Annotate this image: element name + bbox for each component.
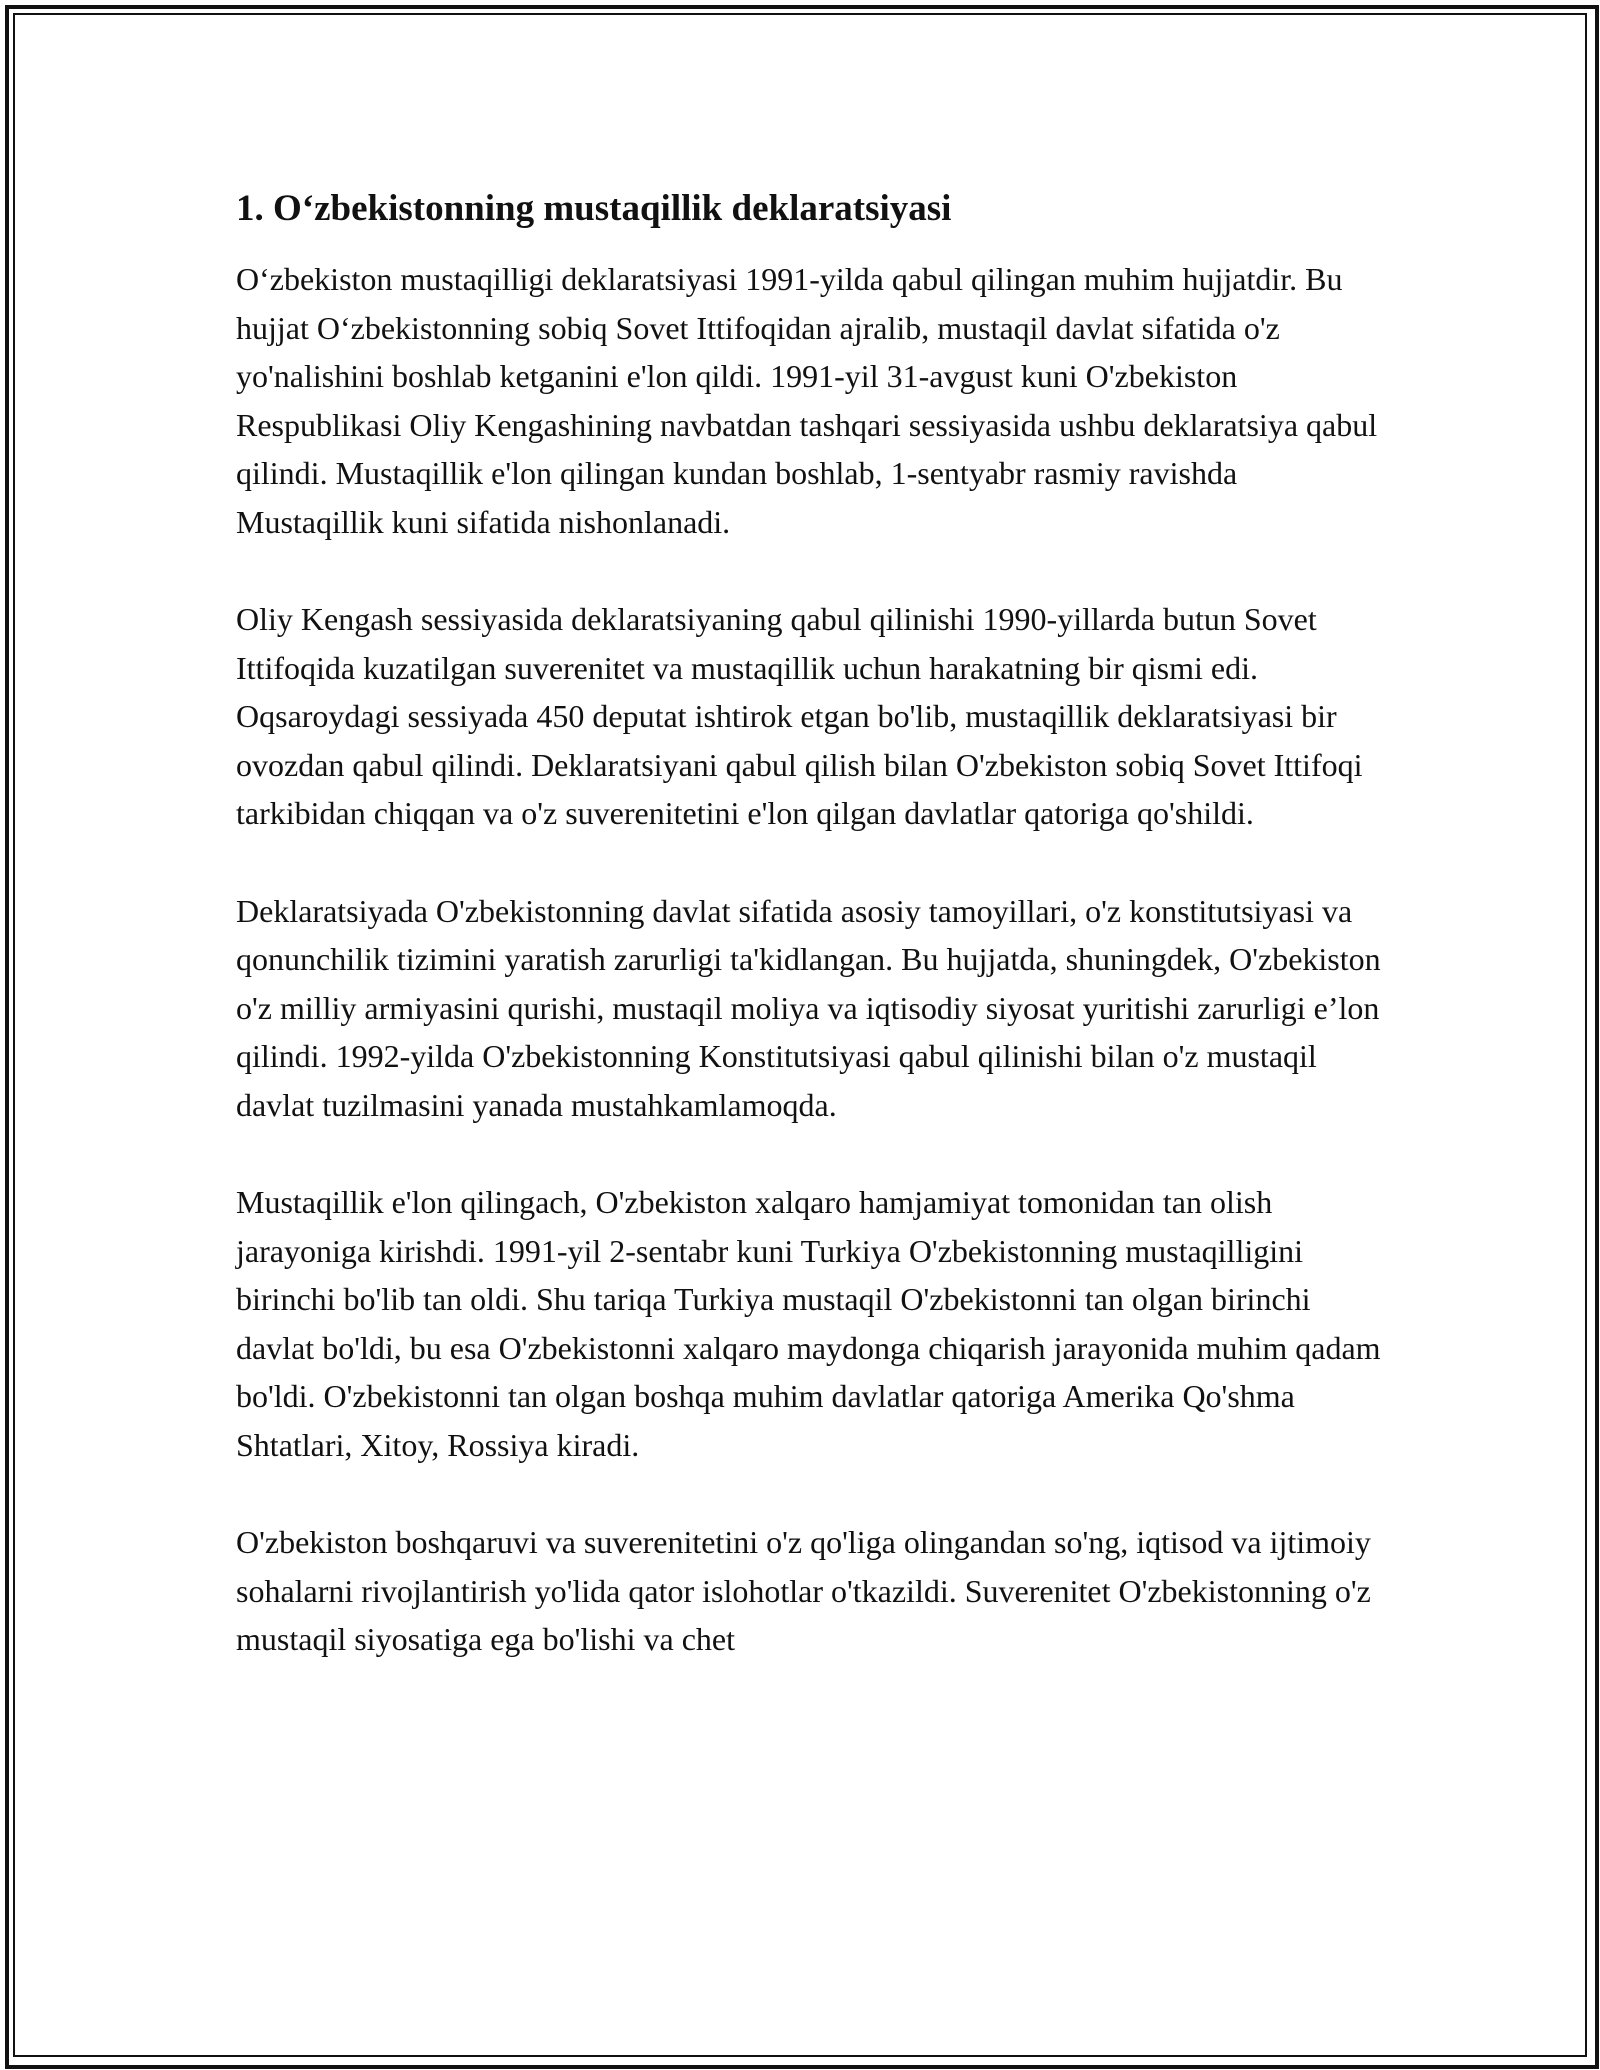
document-title: 1. O‘zbekistonning mustaqillik deklaratsiyasi: [236, 188, 952, 229]
paragraph: O'zbekiston boshqaruvi va suverenitetini o'z qo'liga olingandan so'ng, iqtisod va ijtimoiy sohalarni rivojlantirish yo'lida qator islohotlar o'tkazildi. Suverenitet O'zbekistonning o'z mustaqil siyosatiga ega bo'lishi va chet: [236, 1524, 1371, 1657]
paragraph: Mustaqillik e'lon qilingach, O'zbekiston xalqaro hamjamiyat tomonidan tan olish jarayoniga kirishdi. 1991-yil 2-sentabr kuni Turkiya O'zbekistonning mustaqilligini birinchi bo'lib tan oldi. Shu tariqa Turkiya mustaqil O'zbekistonni tan olgan birinchi davlat bo'ldi, bu esa O'zbekistonni xalqaro maydonga chiqarish jarayonida muhim qadam bo'ldi. O'zbekistonni tan olgan boshqa muhim davlatlar qatoriga Amerika Qo'shma Shtatlari, Xitoy, Rossiya kiradi.: [236, 1184, 1381, 1463]
paragraph: Oliy Kengash sessiyasida deklaratsiyaning qabul qilinishi 1990-yillarda butun Sovet Ittifoqida kuzatilgan suverenitet va mustaqillik uchun harakatning bir qismi edi. Oqsaroydagi sessiyada 450 deputat ishtirok etgan bo'lib, mustaqillik deklaratsiyasi bir ovozdan qabul qilindi. Deklaratsiyani qabul qilish bilan O'zbekiston sobiq Sovet Ittifoqi tarkibidan chiqqan va o'z suverenitetini e'lon qilgan davlatlar qatoriga qo'shildi.: [236, 601, 1363, 831]
paragraph: Deklaratsiyada O'zbekistonning davlat sifatida asosiy tamoyillari, o'z konstitutsiyasi va qonunchilik tizimini yaratish zarurligi ta'kidlangan. Bu hujjatda, shuningdek, O'zbekiston o'z milliy armiyasini qurishi, mustaqil moliya va iqtisodiy siyosat yuritishi zarurligi e’lon qilindi. 1992-yilda O'zbekistonning Konstitutsiyasi qabul qilinishi bilan o'z mustaqil davlat tuzilmasini yanada mustahkamlamoqda.: [236, 892, 1381, 1123]
document-body: [236, 185, 1386, 1713]
paragraph: O‘zbekiston mustaqilligi deklaratsiyasi 1991-yilda qabul qilingan muhim hujjatdir. Bu hujjat O‘zbekistonning sobiq Sovet Ittifoqidan ajralib, mustaqil davlat sifatida o'z yo'nalishini boshlab ketganini e'lon qildi. 1991-yil 31-avgust kuni O'zbekiston Respublikasi Oliy Kengashining navbatdan tashqari sessiyasida ushbu deklaratsiya qabul qilindi. Mustaqillik e'lon qilingan kundan boshlab, 1-sentyabr rasmiy ravishda Mustaqillik kuni sifatida nishonlanadi.: [236, 261, 1378, 540]
